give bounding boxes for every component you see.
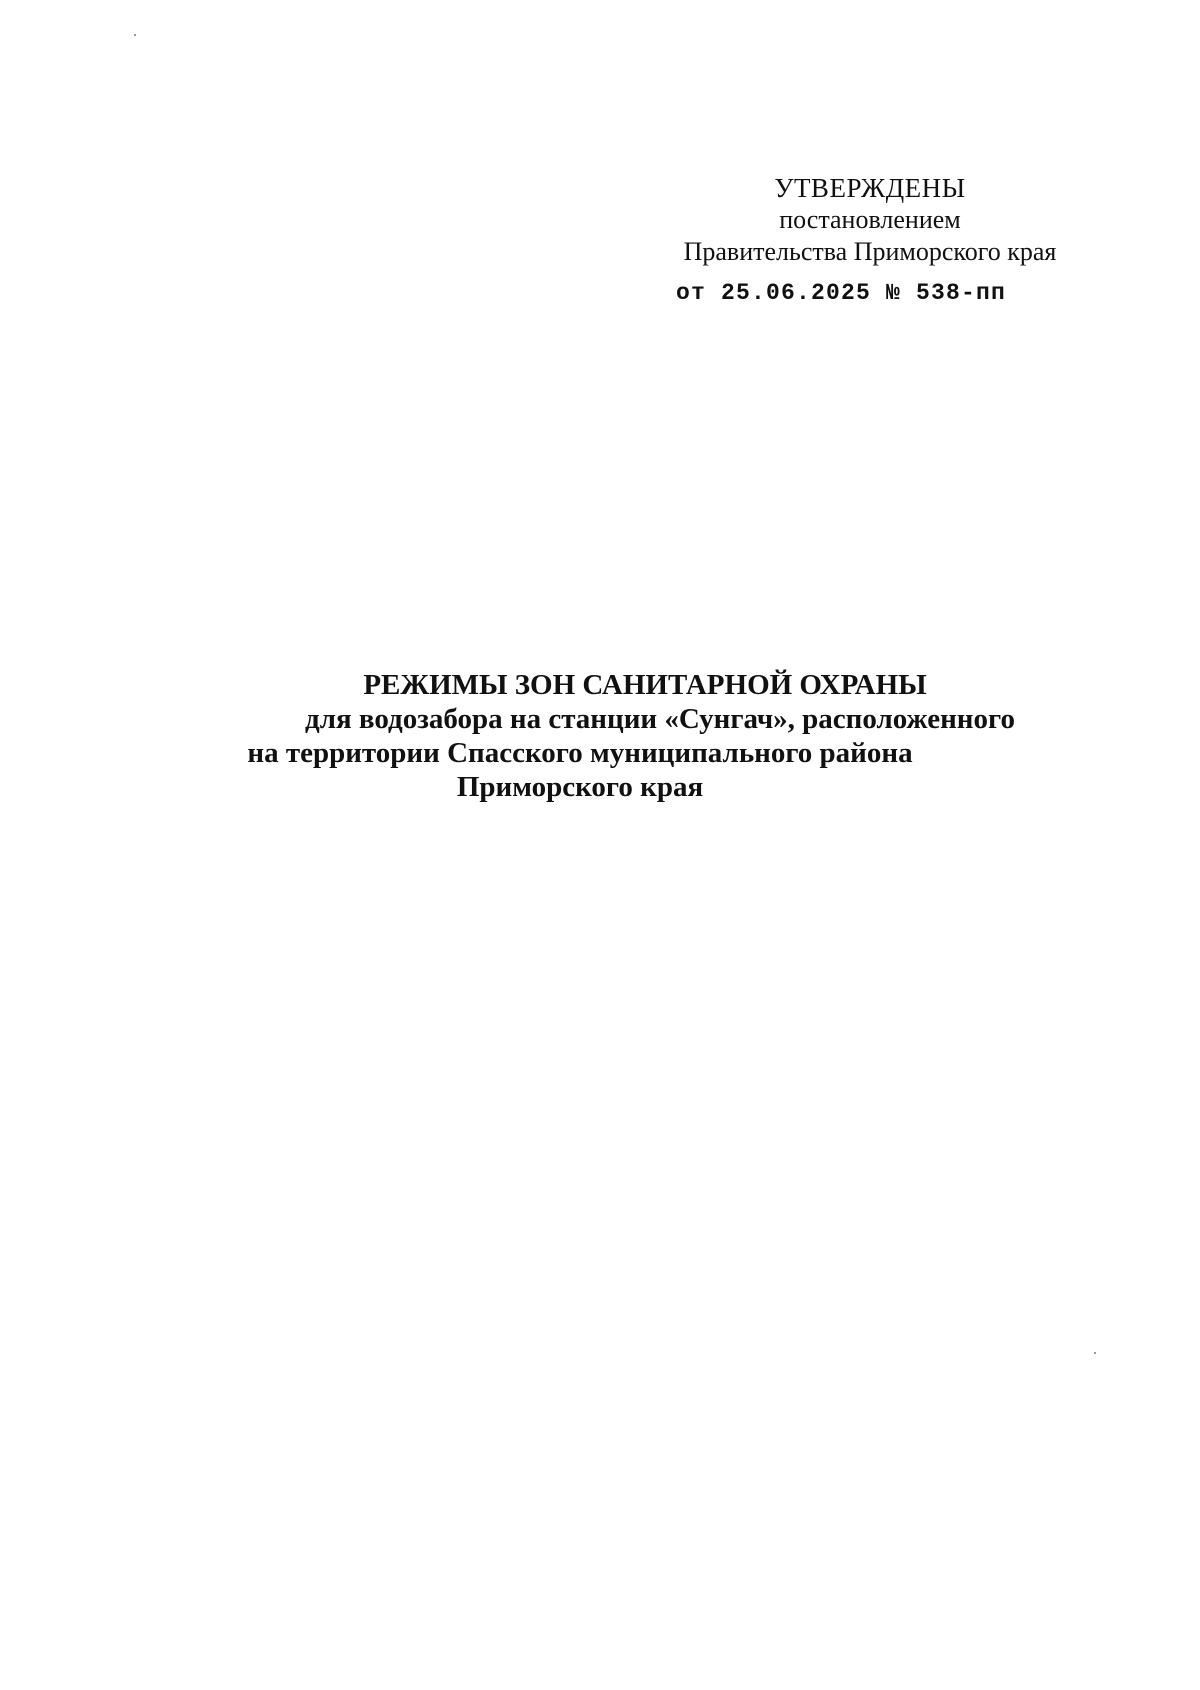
document-title <box>200 668 1060 804</box>
approval-heading: УТВЕРЖДЕНЫ <box>774 173 966 203</box>
title-line-3: на территории Спасского муниципального района <box>247 737 913 769</box>
scan-speck <box>1094 1352 1096 1354</box>
approval-block <box>660 172 1080 268</box>
decree-date-number: от 25.06.2025 № 538-пп <box>676 280 1007 306</box>
scan-speck <box>134 34 136 36</box>
approval-line-government: Правительства Приморского края <box>683 237 1057 266</box>
title-line-4: Приморского края <box>456 771 704 803</box>
title-line-1: РЕЖИМЫ ЗОН САНИТАРНОЙ ОХРАНЫ <box>363 669 927 701</box>
title-line-2: для водозабора на станции «Сунгач», расположенного <box>305 703 1015 735</box>
approval-line-resolution: постановлением <box>779 205 961 234</box>
